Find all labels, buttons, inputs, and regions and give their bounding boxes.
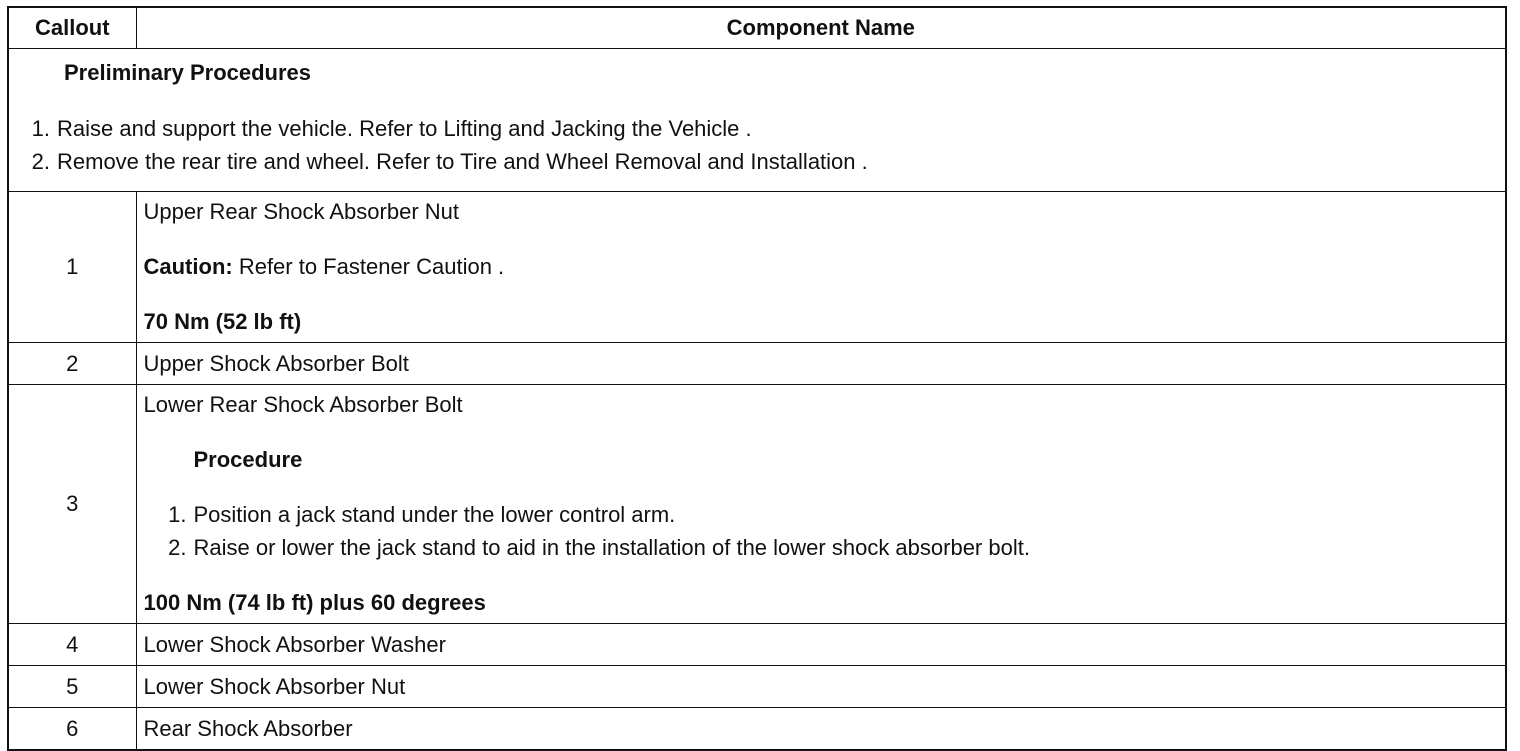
component-name: Rear Shock Absorber	[136, 708, 1506, 751]
step-text: Remove the rear tire and wheel. Refer to Tire and Wheel Removal and Installation .	[57, 149, 868, 174]
procedure-step	[144, 536, 1506, 569]
component-cell	[136, 192, 1506, 343]
torque-spec: 100 Nm (74 lb ft) plus 60 degrees	[143, 590, 486, 615]
caution-line	[144, 255, 1506, 279]
table-row	[8, 624, 1506, 666]
callout-number: 3	[8, 385, 136, 624]
header-component-name: Component Name	[136, 7, 1506, 49]
step-number: 2.	[168, 535, 187, 560]
preliminary-row	[8, 49, 1506, 192]
step-number: 1.	[31, 116, 50, 141]
callout-number: 4	[8, 624, 136, 666]
table-row	[8, 385, 1506, 624]
table-row	[8, 708, 1506, 751]
step-number: 1.	[168, 502, 187, 527]
component-name: Upper Shock Absorber Bolt	[136, 343, 1506, 385]
preliminary-steps	[9, 117, 1505, 183]
preliminary-step	[9, 150, 1505, 183]
callout-number: 2	[8, 343, 136, 385]
component-table	[7, 6, 1507, 751]
procedure-title: Procedure	[193, 447, 303, 472]
component-cell	[136, 385, 1506, 624]
step-text: Raise or lower the jack stand to aid in the installation of the lower shock absorber bolt.	[193, 535, 1030, 560]
preliminary-step	[9, 117, 1505, 150]
caution-label: Caution:	[143, 254, 233, 279]
procedure-step	[144, 503, 1506, 536]
table-row	[8, 192, 1506, 343]
header-callout: Callout	[8, 7, 136, 49]
component-name: Lower Rear Shock Absorber Bolt	[143, 392, 463, 417]
caution-text: Refer to Fastener Caution .	[232, 254, 505, 279]
callout-number: 5	[8, 666, 136, 708]
table-header-row	[8, 7, 1506, 49]
step-text: Position a jack stand under the lower control arm.	[193, 502, 676, 527]
step-number: 2.	[31, 149, 50, 174]
torque-spec: 70 Nm (52 lb ft)	[143, 309, 302, 334]
callout-number: 1	[8, 192, 136, 343]
callout-number: 6	[8, 708, 136, 751]
component-name: Lower Shock Absorber Washer	[136, 624, 1506, 666]
table-row	[8, 666, 1506, 708]
component-name: Upper Rear Shock Absorber Nut	[143, 199, 459, 224]
preliminary-cell	[8, 49, 1506, 192]
component-name: Lower Shock Absorber Nut	[136, 666, 1506, 708]
step-text: Raise and support the vehicle. Refer to Lifting and Jacking the Vehicle .	[57, 116, 752, 141]
table-row	[8, 343, 1506, 385]
preliminary-title: Preliminary Procedures	[64, 60, 312, 85]
